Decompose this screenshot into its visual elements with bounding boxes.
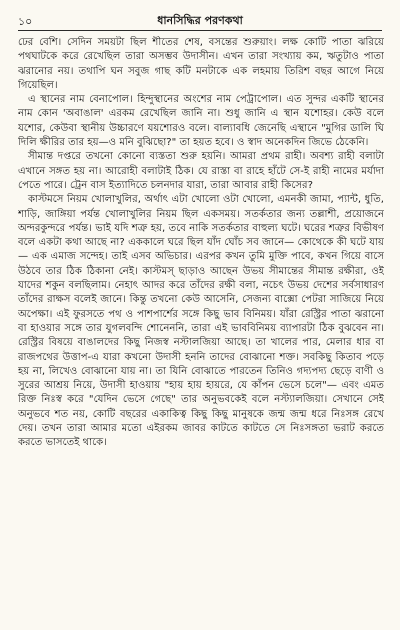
page-number: ১০: [18, 15, 33, 28]
paragraph: এ স্থানের নাম বেনাপোল। হিন্দুস্থানের অংশের নাম পেট্রাপোল। এত সুন্দর একটি স্থানের নাম কোন 'অবাঙাল' এরকম রেখেছিল জানি না। শুধু জানি এ স্থান যশোহর। কেউ বলে যশোর, কেউবা স্থানীয় উচ্চারণে যয়শোরও বলে। বাল্যাবধি জেনেছি এস্থানে "মুগির ডালি ঘি দিলি ক্ষীরির তার হয়—ও মনি বুঝিছো?" তা হয়ত হবে। ও স্বাদ অনেকদিন জিভে ঠেকেনি।: [18, 94, 384, 149]
running-title: ধানসিদ্ধির পরণকথা: [157, 14, 243, 27]
page-header: [18, 10, 382, 32]
header-rule: [18, 30, 382, 31]
paragraph: ঢের বেশি। সেদিন সময়টা ছিল শীতের শেষ, বসন্তের শুরুয়াং। লক্ষ কোটি পাতা ঝরিয়ে পথঘাটকে করে রেখেছিল তারা অসম্ভব উদাসীন। এখন তারা সংখ্যায় কম, ঋতুটাও পাতা ঝরানোর নয়। তথাপি ঘন সবুজ গাছ কটি মনটাকে এক লহমায় তিরিশ বছর আগে নিয়ে গিয়েছিল।: [18, 37, 384, 91]
paragraph: সীমান্ত দপ্তরে তখনো কোনো ব্যস্ততা শুরু হয়নি। আমরা প্রথম রাহী। অবশ্য রাহী বলাটা এখানে সঙ্গত হয় না। আরোহী বলাটাই ঠিক। যে রাস্তা বা রাহে হাঁটে সে-ই রাহী নামের মর্যাদা পেতে পারে। ট্রেন বাস ইত্যাদিতে চলনদার যারা, তারা আবার রাহী কিসের?: [18, 151, 384, 191]
paragraph: কাস্টমসে নিয়ম খোলাখুলির, অর্থাৎ এটা খোলো ওটা খোলো, এমনকী জামা, প্যান্ট, ধুতি, শাড়ি, জাঙ্গিয়া পর্যন্ত খোলাখুলির নিয়ম ছিল একসময়। সতর্কতার জন্য তল্লাশী, প্রয়োজনে অন্দরকুন্দরে পর্যন্ত। ভাই যদি শত্রু হয়, তবে নাকি সতর্কতার বাহুল্য ঘটে। ঘরের শত্রুর বিভীষণ বলে একটা কথা আছে না? এককালে ঘরে ছিল যাঁদ ঘোঁচ সব জানে— কোথেকে কী ঘটে যায়— এক এমাজ সন্দেহ। তাই এসব অভিচার। এরপর কখন তুমি মুক্তি পাবে, কখন গিয়ে বাসে উঠবে তার ঠিক ঠিকানা নেই। কাস্টমস্ ছাড়াও আছেন উভয় সীমান্তের সীমান্ত রক্ষীরা, ওই যাদের শকুন বলছিলাম। নেহাৎ আদর করে তাঁদের রক্ষী বলা, নচেৎ উভয় দেশের সর্বসাধারণ তাঁদের রাক্ষস বলেই জানে। কিন্তু তখনো কেউ আসেনি, সেজন্য বাক্সো পেটরা সাজিয়ে নিয়ে অপেক্ষা। এই ফুরসতে পথ ও পাশপার্শের সঙ্গে কিছু ভাব বিনিময়। যাঁরা রেস্ট্রির পাতা ঝরানো বা হাওয়ার সঙ্গে তার যুগলবন্দি শোনেননি, তারা এই ভাববিনিময় ব্যাপারটা ঠিক বুঝবেন না। রেস্ট্রির বিষয়ে বাঙালদের কিছু নিজস্ব নস্টালজিয়া আছে। তা খালের পার, মেলার ধার বা রাজপথের উত্তাপ-এ যারা কখনো উদাসী হননি তাদের বোঝানো শক্ত। সবকিছু কিতাব পড়ে হয় না, লিখেও বোঝানো যায় না। তা যিনি বোঝাতে পারতেন তিনিও গদ্যপদ্য ছেড়ে বাণী ও সুরের আশ্রয় নিয়ে, উদাসী হাওয়ায় "হায় হায় হায়রে, যে কাঁপন ভেসে চলে"— এবং এমত রিক্ত নিঃস্ব করে "যেদিন ভেসে গেছে" তার অনুভবকেই বলে নস্ট্যালজিয়া। সেখানে সেই অনুভবে শত নয়, কোটি বছরের একাকিত্ব কিছু কিছু মানুষকে জন্ম জন্ম ধরে নিঃসঙ্গ রেখে দেয়। তখন তারা আমার মতো এইরকম জাবর কাটতে কাটতে সে নিঃসঙ্গতা ভরাট করতে করতে ভাসতেই থাকে।: [18, 194, 384, 449]
body-text: [18, 36, 384, 622]
